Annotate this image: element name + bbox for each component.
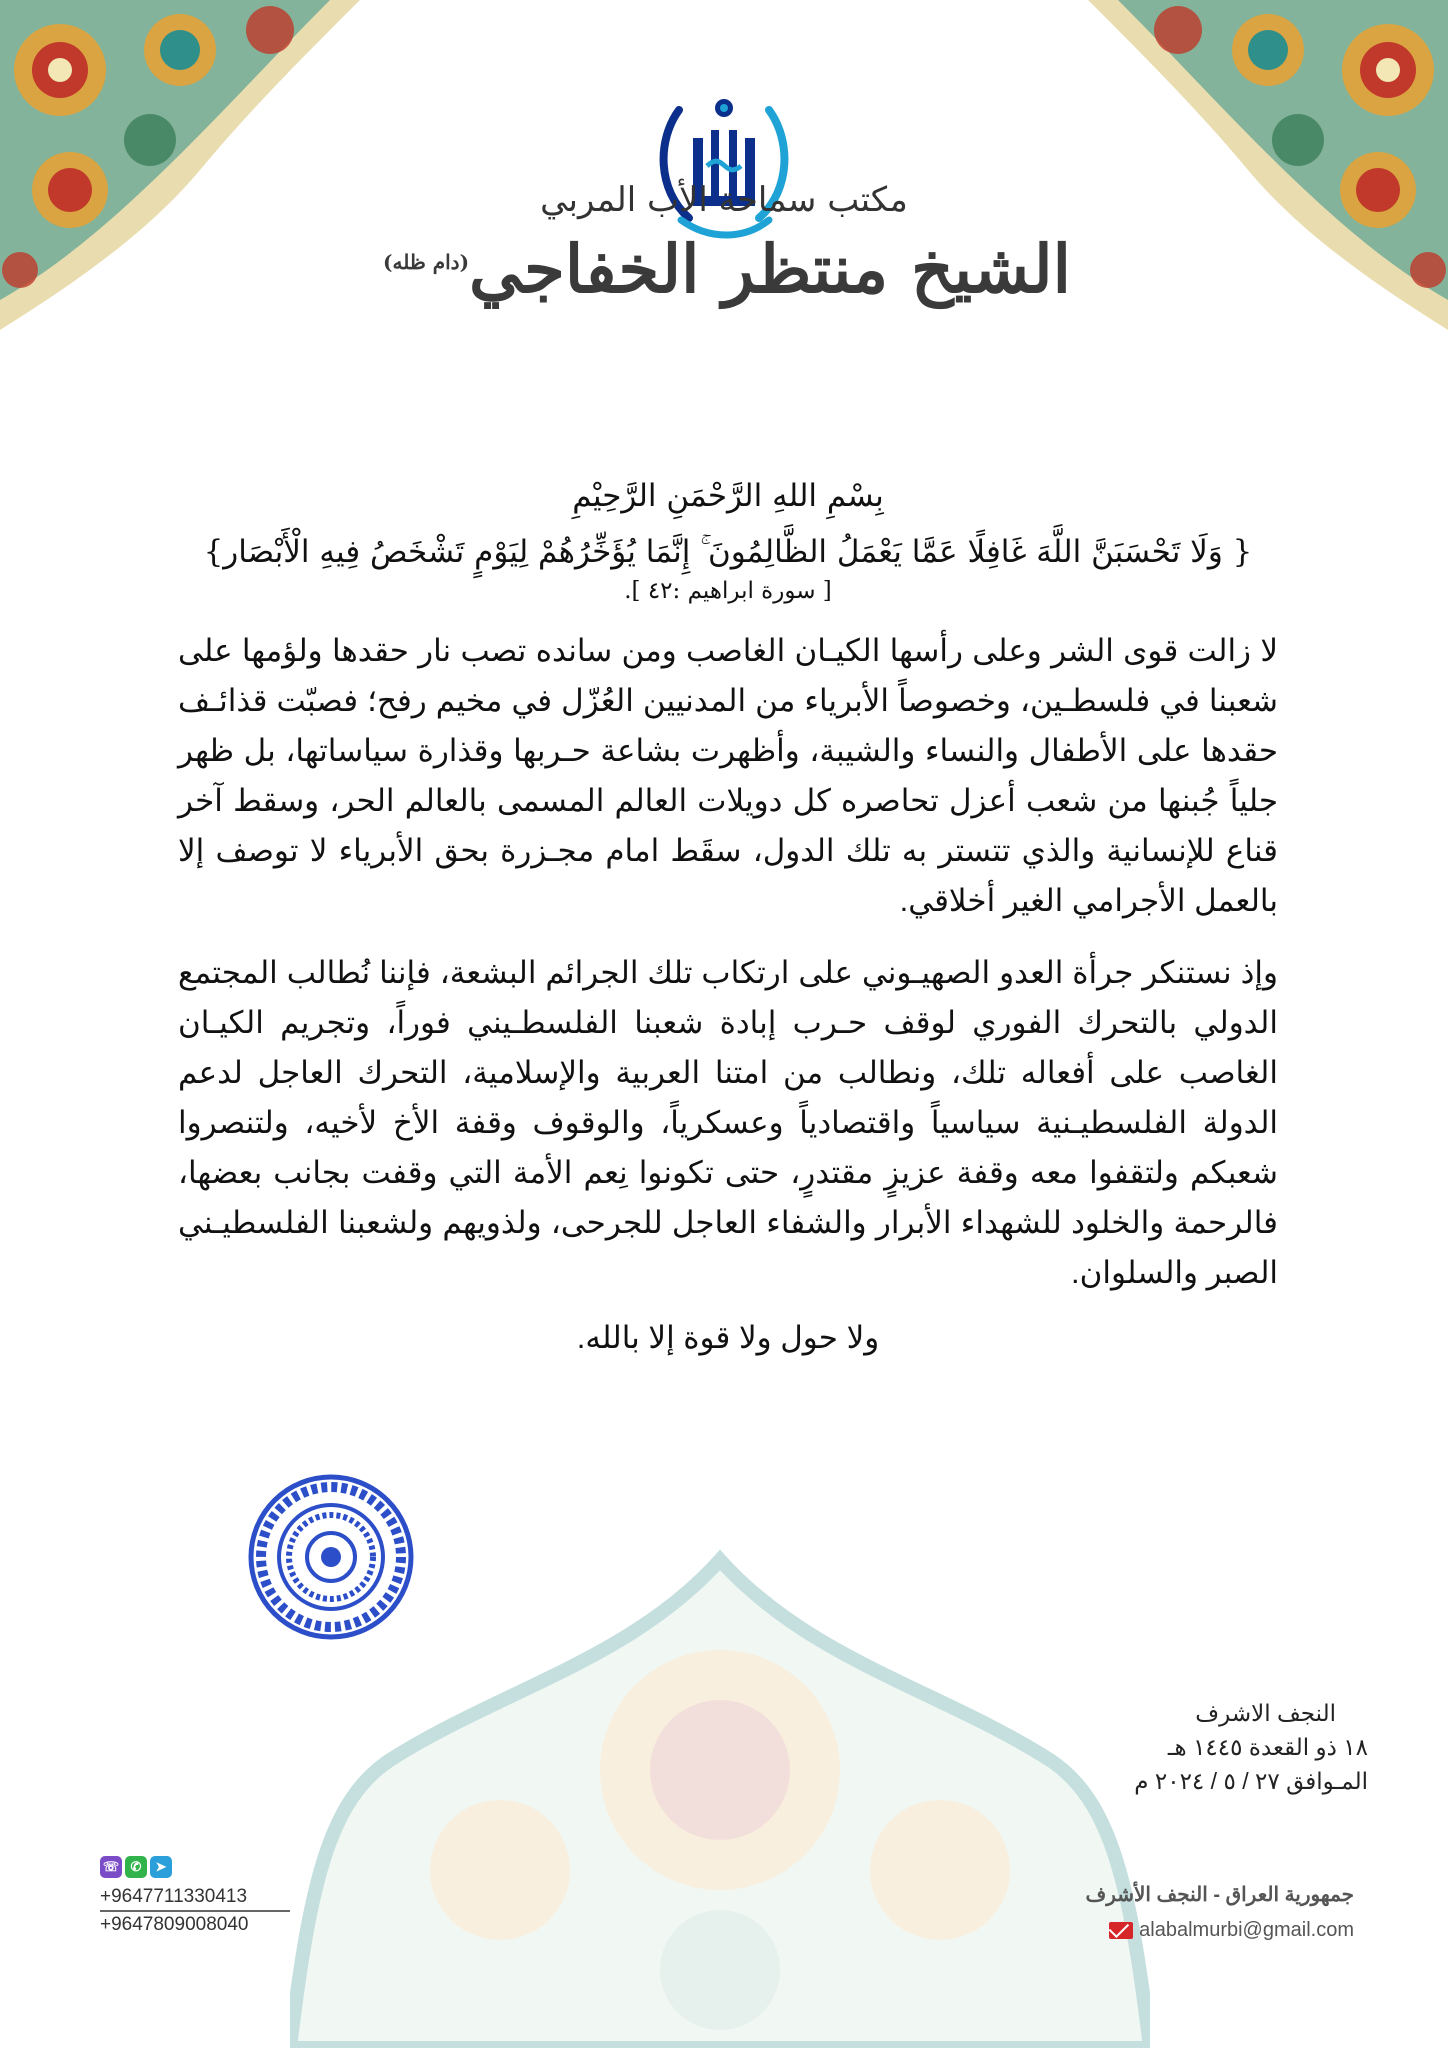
- email-address[interactable]: alabalmurbi@gmail.com: [1139, 1919, 1354, 1941]
- verse-reference: [ سورة ابراهيم :٤٢ ].: [624, 577, 832, 604]
- sheikh-name: [0, 230, 1448, 308]
- hijri-date: ١٨ ذو القعدة ١٤٤٥ هـ: [1167, 1734, 1368, 1760]
- telegram-icon: ➤: [150, 1856, 172, 1878]
- sheikh-honorific: (دام ظله): [383, 250, 470, 274]
- bottom-watermark-ornament: [290, 1540, 1150, 2048]
- date-block: [1086, 1696, 1386, 1798]
- official-seal: [246, 1472, 416, 1642]
- paragraph-1: لا زالت قوى الشر وعلى رأسها الكيـان الغاصب ومن سانده تصب نار حقدها ولؤمها على شعبنا في فلسطـين، وخصوصاً الأبرياء من المدنيين العُزّل في مخيم رفح؛ فصبّت قذائـف حقدها على الأطفال والنساء والشيبة، وأظهرت بشاعة حـربها وقذارة سياساتها، بل ظهر جلياً جُبنها من شعب أعزل تحاصره كل دويلات العالم المسمى بالعالم الحر، وسقط آخر قناع للإنسانية والذي تتستر به تلك الدول، سقَط امام مجـزرة بحق الأبرياء لا توصف إلا بالعمل الأجرامي الغير أخلاقي.: [178, 632, 1278, 918]
- viber-icon: ☏: [100, 1856, 122, 1878]
- gregorian-date: المـوافق ٢٧ / ٥ / ٢٠٢٤ م: [1134, 1768, 1368, 1794]
- messaging-apps: [100, 1856, 290, 1878]
- email-row: [1085, 1919, 1354, 1942]
- whatsapp-icon: ✆: [125, 1856, 147, 1878]
- phone-number-1[interactable]: +9647711330413: [100, 1884, 290, 1912]
- closing-line: ولا حول ولا قوة إلا بالله.: [576, 1319, 880, 1355]
- phone-number-2[interactable]: +9647809008040: [100, 1914, 249, 1935]
- country-location: جمهورية العراق - النجف الأشرف: [1085, 1884, 1354, 1906]
- footer-address: [1085, 1882, 1354, 1942]
- paragraph-2: وإذ نستنكر جرأة العدو الصهيـوني على ارتكاب تلك الجرائم البشعة، فإننا نُطالب المجتمع الدولي بالتحرك الفوري لوقف حـرب إبادة شعبنا الفلسطـيني فوراً، وتجريم الكيـان الغاصب على أفعاله تلك، ونطالب من امتنا العربية والإسلامية، التحرك العاجل لدعم الدولة الفلسطيـنية سياسياً واقتصادياً وعسكرياً، والوقوف وقفة الأخ لأخيه، ولتنصروا شعبكم ولتقفوا معه وقفة عزيزٍ مقتدرٍ، حتى تكونوا نِعم الأمة التي وقفت بجانب بعضها، فالرحمة والخلود للشهداء الأبرار والشفاء العاجل للجرحى، ولذويهم ولشعبنا الفلسطيـني الصبر والسلوان.: [178, 954, 1278, 1290]
- quran-verse: { وَلَا تَحْسَبَنَّ اللَّهَ غَافِلًا عَمَّا يَعْمَلُ الظَّالِمُونَ ۚ إِنَّمَا يُؤَخِّرُهُمْ لِيَوْمٍ تَشْخَصُ فِيهِ الْأَبْصَار}: [203, 534, 1253, 570]
- contact-phones: [100, 1856, 290, 1938]
- letter-body: [178, 478, 1278, 1356]
- office-title: مكتب سماحة الأب المربي: [540, 180, 908, 220]
- sheikh-name-text: الشيخ منتظر الخفاجي: [469, 230, 1071, 308]
- basmala: بِسْمِ اللهِ الرَّحْمَنِ الرَّحِيْمِ: [572, 478, 884, 514]
- mail-icon: [1109, 1922, 1133, 1939]
- date-place: النجف الاشرف: [1195, 1700, 1336, 1726]
